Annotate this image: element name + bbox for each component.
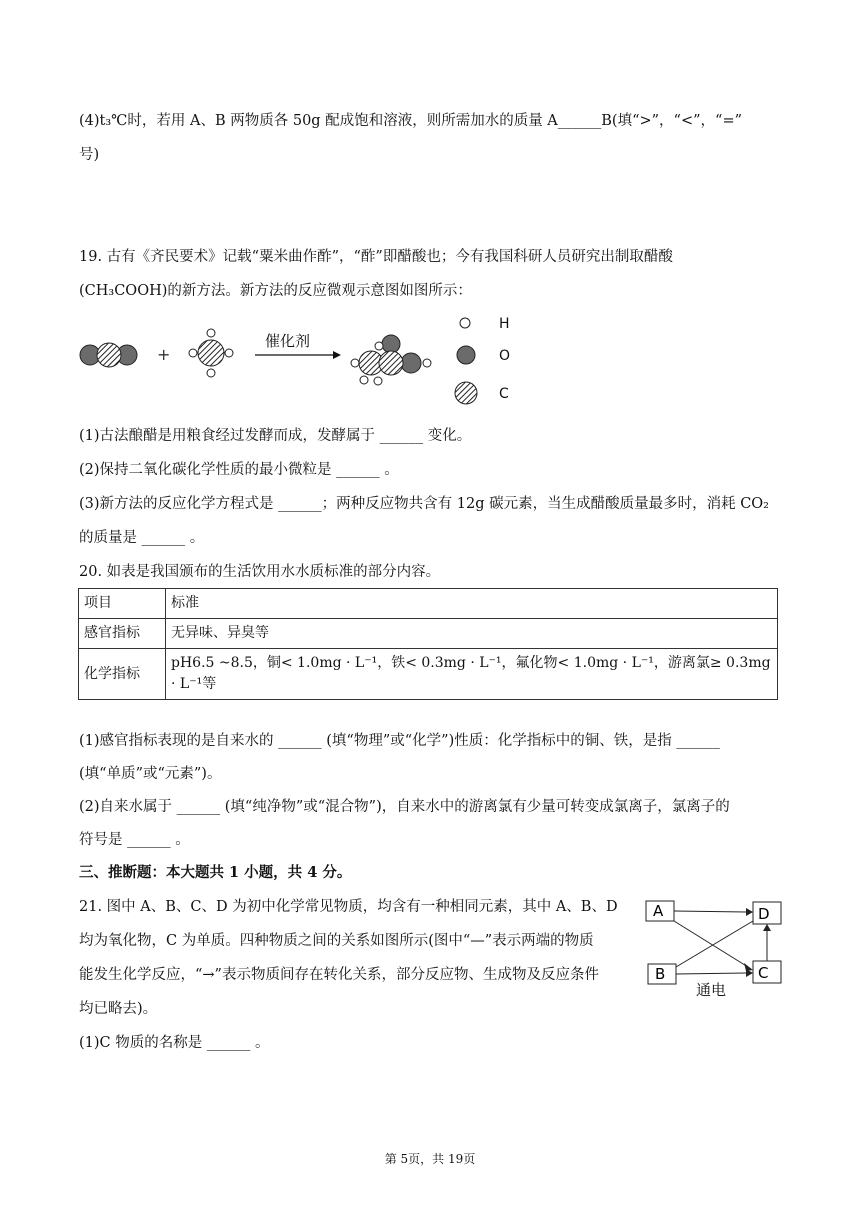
q18-part4-line1: (4)t₃℃时，若用 A、B 两物质各 50g 配成饱和溶液，则所需加水的质量 A______B(填“>”，“<”，“=” — [79, 113, 743, 129]
q21-part1: (1)C 物质的名称是 ______ 。 — [79, 1035, 270, 1051]
legend-h: H — [499, 316, 510, 332]
acetic-acid-molecule — [351, 335, 431, 385]
plus-sign: + — [157, 345, 171, 364]
q19-intro-line2: (CH₃COOH)的新方法。新方法的反应微观示意图如图所示： — [79, 283, 472, 299]
q18-part4-line2: 号) — [79, 147, 100, 163]
q20-part1-line2: (填“单质”或“元素”)。 — [79, 766, 222, 782]
node-a-label: A — [653, 902, 664, 920]
node-b-label: B — [655, 965, 666, 983]
table-cell: 无异味、异臭等 — [166, 619, 778, 649]
q21-line4: 均已略去)。 — [79, 1001, 158, 1017]
section-title: 三、推断题：本大题共 1 小题，共 4 分。 — [79, 864, 352, 881]
q20-part2-line2: 符号是 ______ 。 — [79, 832, 190, 848]
q20-intro: 20. 如表是我国颁布的生活饮用水水质标准的部分内容。 — [79, 564, 441, 580]
table-header-standard: 标准 — [166, 589, 778, 619]
atom-legend — [455, 316, 510, 404]
table-header-item: 项目 — [79, 589, 166, 619]
relation-diagram — [640, 893, 790, 1001]
legend-c: C — [499, 386, 509, 402]
q19-part2: (2)保持二氧化碳化学性质的最小微粒是 ______ 。 — [79, 462, 399, 478]
q19-part3-line1: (3)新方法的反应化学方程式是 ______；两种反应物共含有 12g 碳元素，当生成醋酸质量最多时，消耗 CO₂ — [79, 496, 769, 512]
table-cell: 化学指标 — [79, 649, 166, 700]
table-cell: 感官指标 — [79, 619, 166, 649]
table-row — [79, 619, 778, 649]
legend-o: O — [499, 348, 511, 364]
reaction-diagram — [75, 308, 535, 413]
node-d-label: D — [758, 905, 770, 923]
q21-line2: 均为氧化物，C 为单质。四种物质之间的关系如图所示(图中“—”表示两端的物质 — [79, 933, 594, 949]
arrow-head-icon — [333, 351, 341, 359]
q21-line1: 21. 图中 A、B、C、D 为初中化学常见物质，均含有一种相同元素，其中 A、B、D — [79, 899, 618, 915]
table-cell: pH6.5 ~8.5，铜< 1.0mg · L⁻¹，铁< 0.3mg · L⁻¹，氟化物< 1.0mg · L⁻¹，游离氯≥ 0.3mg · L⁻¹等 — [166, 649, 778, 700]
q19-part1: (1)古法酿醋是用粮食经过发酵而成，发酵属于 ______ 变化。 — [79, 428, 472, 444]
water-standard-table — [78, 588, 778, 700]
q19-part3-line2: 的质量是 ______ 。 — [79, 530, 205, 546]
page-footer: 第 5页，共 19页 — [384, 1152, 476, 1166]
q20-part2-line1: (2)自来水属于 ______ (填“纯净物”或“混合物”)，自来水中的游离氯有少量可转变成氯离子，氯离子的 — [79, 799, 730, 815]
co2-molecule — [80, 343, 137, 367]
table-row — [79, 589, 778, 619]
q21-line3: 能发生化学反应，“→”表示物质间存在转化关系，部分反应物、生成物及反应条件 — [79, 967, 599, 983]
q19-intro-line1: 19. 古有《齐民要术》记载“粟米曲作酢”，“酢”即醋酸也；今有我国科研人员研究出制取醋酸 — [79, 249, 673, 265]
q20-part1-line1: (1)感官指标表现的是自来水的 ______ (填“物理”或“化学”)性质：化学指标中的铜、铁，是指 ______ — [79, 733, 720, 749]
node-c-label: C — [758, 964, 769, 982]
electrolysis-label: 通电 — [696, 981, 727, 999]
catalyst-label: 催化剂 — [265, 332, 311, 350]
table-row — [79, 649, 778, 700]
ch4-molecule — [189, 329, 233, 377]
